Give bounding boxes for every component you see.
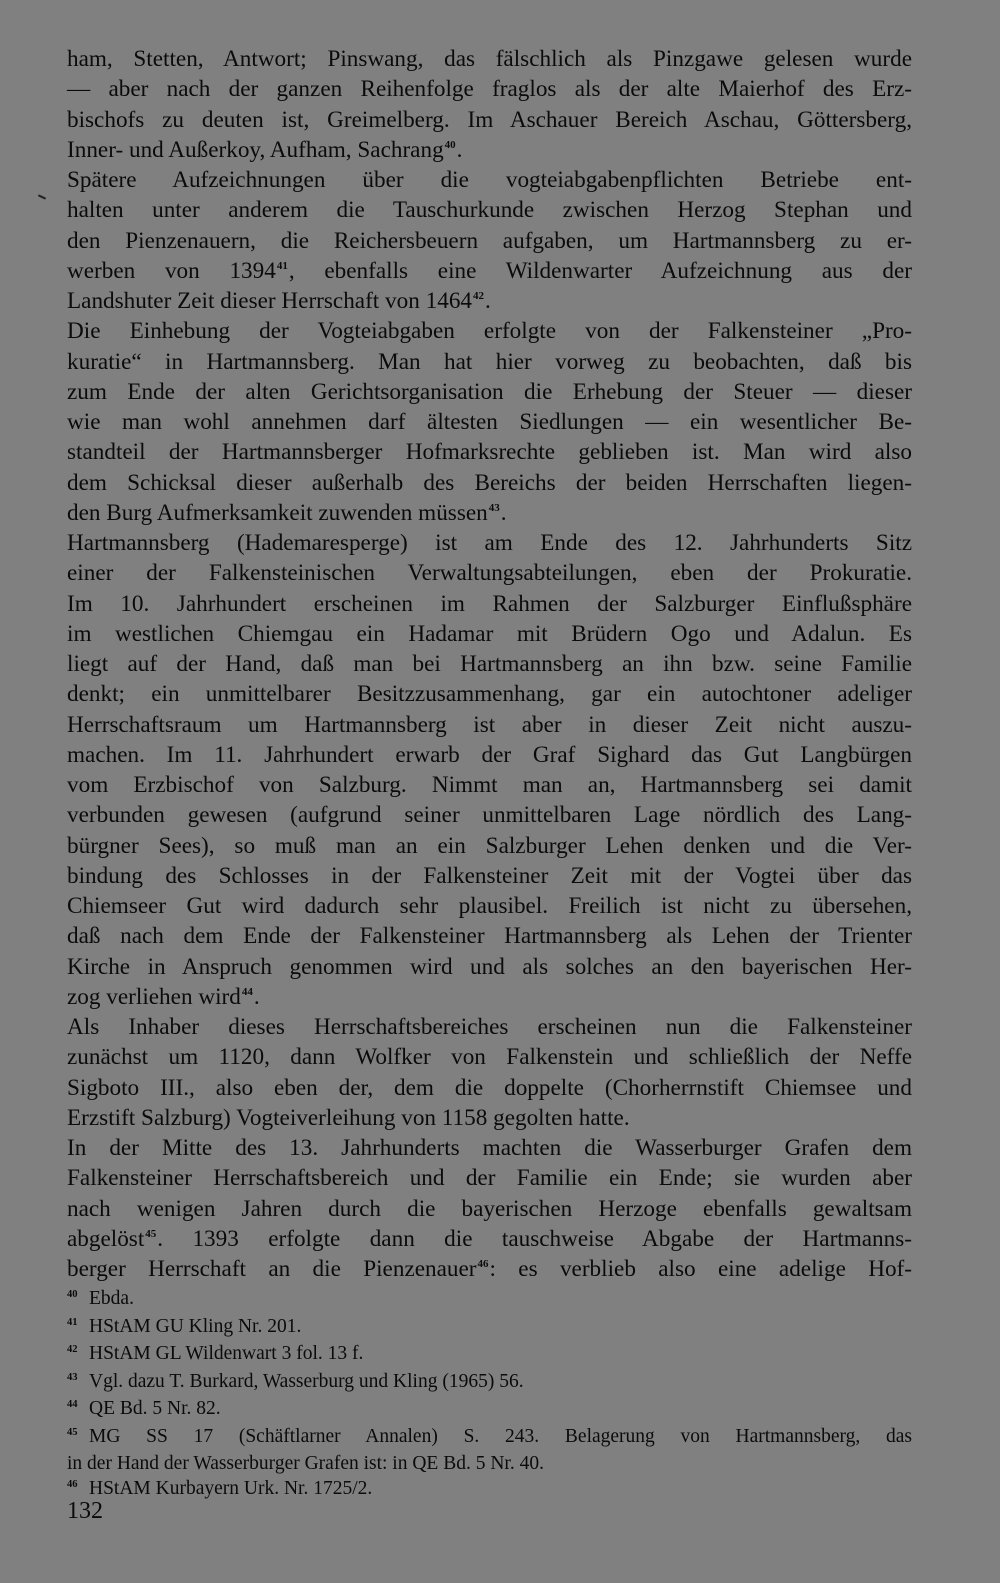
line-text: Chiemseer Gut wird dadurch sehr plausibel. Freilich ist nicht zu übersehen, [67, 893, 912, 919]
paragraph [67, 165, 912, 316]
text-line [67, 710, 912, 740]
footnote-reference[interactable]: 40 [444, 138, 456, 151]
text-line [67, 770, 912, 800]
footnote-text: HStAM GL Wildenwart 3 fol. 13 f. [89, 1343, 364, 1364]
footnote-line [67, 1425, 912, 1453]
line-text: — aber nach der ganzen Reihenfolge fraglos als der alte Maierhof des Erz- [67, 76, 912, 103]
footnote-line [67, 1397, 912, 1425]
line-text: Erzstift Salzburg) Vogteiverleihung von 1158 gegolten hatte. [67, 1104, 630, 1131]
text-line [67, 740, 912, 770]
line-text: Spätere Aufzeichnungen über die vogteiabgabenpflichten Betriebe ent- [67, 167, 912, 193]
line-text: abgelöst [67, 1225, 145, 1252]
footnote-number: 44 [67, 1399, 78, 1410]
footnote-number: 46 [67, 1478, 78, 1490]
footnote-line [67, 1342, 912, 1370]
line-text: Im 10. Jahrhundert erscheinen im Rahmen der Salzburger Einflußsphäre [67, 590, 912, 617]
text-line [67, 44, 912, 74]
text-line [67, 498, 912, 528]
text-line [67, 831, 912, 861]
text-line [67, 649, 912, 679]
line-text: zunächst um 1120, dann Wolfker von Falkenstein und schließlich der Neffe [67, 1044, 912, 1071]
footnote-text: HStAM Kurbayern Urk. Nr. 1725/2. [89, 1477, 373, 1499]
line-text: berger Herrschaft an die Pienzenauer [67, 1256, 477, 1282]
line-text: In der Mitte des 13. Jahrhunderts machten die Wasserburger Grafen dem [67, 1135, 912, 1161]
line-text: Hartmannsberg (Hademaresperge) ist am Ende des 12. Jahrhunderts Sitz [67, 530, 912, 556]
line-text: halten unter anderem die Tauschurkunde zwischen Herzog Stephan und [67, 197, 912, 224]
footnote-line [67, 1452, 912, 1477]
line-text: nach wenigen Jahren durch die bayerischen Herzoge ebenfalls gewaltsam [67, 1195, 912, 1222]
footnote-text: HStAM GU Kling Nr. 201. [89, 1315, 302, 1337]
text-line [67, 1012, 912, 1042]
footnote-reference[interactable]: 44 [241, 985, 253, 998]
text-line [67, 135, 912, 165]
footnote-number: 45 [67, 1426, 78, 1438]
text-line [67, 165, 912, 195]
text-line [67, 347, 912, 377]
line-text: liegt auf der Hand, daß man bei Hartmannsberg an ihn bzw. seine Familie [67, 651, 912, 677]
text-line [67, 528, 912, 558]
footnote-text: QE Bd. 5 Nr. 82. [89, 1398, 221, 1419]
line-text: machen. Im 11. Jahrhundert erwarb der Graf Sighard das Gut Langbürgen [67, 741, 912, 768]
line-text: Als Inhaber dieses Herrschaftsbereiches erscheinen nun die Falkensteiner [67, 1014, 912, 1040]
text-line [67, 1163, 912, 1193]
line-text: einer der Falkensteinischen Verwaltungsabteilungen, eben der Prokuratie. [67, 560, 912, 587]
line-text: Inner- und Außerkoy, Aufham, Sachrang [67, 136, 444, 163]
footnote-reference[interactable]: 43 [488, 501, 500, 514]
text-line [67, 679, 912, 709]
text-line [67, 468, 912, 498]
text-line [67, 982, 912, 1012]
text-line [67, 558, 912, 588]
text-line [67, 619, 912, 649]
text-line [67, 861, 912, 891]
line-text: denkt; ein unmittelbarer Besitzzusammenhang, gar ein autochtoner adeliger [67, 681, 912, 708]
text-line [67, 1133, 912, 1163]
footnote-text: in der Hand der Wasserburger Grafen ist: in QE Bd. 5 Nr. 40. [67, 1453, 544, 1474]
text-line [67, 316, 912, 346]
footnote-reference[interactable]: 41 [276, 259, 288, 272]
line-text-continued: . [253, 983, 260, 1010]
body-text [67, 44, 912, 1284]
line-text-continued: . [485, 288, 491, 314]
text-line [67, 74, 912, 104]
line-text: dem Schicksal dieser außerhalb des Bereichs der beiden Herrschaften liegen- [67, 469, 912, 496]
footnote-number: 41 [67, 1316, 78, 1328]
line-text: bindung des Schlosses in der Falkensteiner Zeit mit der Vogtei über das [67, 862, 912, 889]
line-text: im westlichen Chiemgau ein Hadamar mit Brüdern Ogo und Adalun. Es [67, 620, 912, 647]
line-text: bürgner Sees), so muß man an ein Salzburger Lehen denken und die Ver- [67, 832, 912, 859]
text-line [67, 800, 912, 830]
footnote-number: 43 [67, 1371, 78, 1383]
text-line [67, 1073, 912, 1103]
margin-mark [38, 194, 46, 199]
footnote-line [67, 1477, 912, 1505]
line-text: werben von 1394 [67, 257, 276, 284]
footnote-number: 42 [67, 1344, 78, 1355]
footnote-number: 40 [67, 1289, 78, 1300]
paragraph [67, 1012, 912, 1133]
text-line [67, 195, 912, 225]
footnote-line [67, 1315, 912, 1343]
line-text-continued: . [500, 499, 507, 526]
footnote-line [67, 1370, 912, 1398]
footnotes [67, 1287, 912, 1504]
line-text: Falkensteiner Herrschaftsbereich und der Familie ein Ende; sie wurden aber [67, 1165, 912, 1192]
line-text: Landshuter Zeit dieser Herrschaft von 1464 [67, 288, 473, 314]
paragraph [67, 528, 912, 1012]
paragraph [67, 1133, 912, 1284]
line-text: Herrschaftsraum um Hartmannsberg ist aber in dieser Zeit nicht auszu- [67, 711, 912, 738]
text-line [67, 952, 912, 982]
text-line [67, 407, 912, 437]
text-line [67, 891, 912, 921]
line-text: Die Einhebung der Vogteiabgaben erfolgte von der Falkensteiner „Pro- [67, 318, 912, 345]
footnote-reference[interactable]: 45 [145, 1227, 157, 1240]
line-text: daß nach dem Ende der Falkensteiner Hartmannsberg als Lehen der Trienter [67, 923, 912, 950]
line-text: den Pienzenauern, die Reichersbeuern aufgaben, um Hartmannsberg zu er- [67, 227, 912, 254]
line-text: zog verliehen wird [67, 983, 241, 1010]
line-text-continued: : es verblieb also eine adelige Hof- [489, 1256, 912, 1282]
text-line [67, 589, 912, 619]
text-line [67, 105, 912, 135]
line-text: bischofs zu deuten ist, Greimelberg. Im Aschauer Bereich Aschau, Göttersberg, [67, 106, 912, 133]
footnote-text: Ebda. [89, 1288, 134, 1309]
footnote-reference[interactable]: 42 [473, 290, 485, 302]
text-line [67, 921, 912, 951]
line-text-continued: . [456, 136, 463, 163]
page-number: 132 [67, 1498, 103, 1524]
line-text: zum Ende der alten Gerichtsorganisation die Erhebung der Steuer — dieser [67, 378, 912, 405]
text-line [67, 286, 912, 316]
footnote-text: MG SS 17 (Schäftlarner Annalen) S. 243. Belagerung von Hartmannsberg, das [89, 1425, 912, 1447]
line-text: den Burg Aufmerksamkeit zuwenden müssen [67, 499, 488, 526]
line-text-continued: , ebenfalls eine Wildenwarter Aufzeichnung aus der [288, 257, 912, 284]
line-text: kuratie“ in Hartmannsberg. Man hat hier vorweg zu beobachten, daß bis [67, 348, 912, 375]
line-text-continued: . 1393 erfolgte dann die tauschweise Abgabe der Hartmanns- [157, 1225, 912, 1252]
footnote-line [67, 1287, 912, 1315]
line-text: standteil der Hartmannsberger Hofmarksrechte geblieben ist. Man wird also [67, 439, 912, 466]
paragraph [67, 44, 912, 165]
line-text: wie man wohl annehmen darf ältesten Siedlungen — ein wesentlicher Be- [67, 409, 912, 435]
text-line [67, 437, 912, 467]
line-text: ham, Stetten, Antwort; Pinswang, das fälschlich als Pinzgawe gelesen wurde [67, 46, 912, 72]
text-line [67, 1103, 912, 1133]
text-line [67, 1224, 912, 1254]
text-line [67, 256, 912, 286]
text-line [67, 1254, 912, 1284]
footnote-text: Vgl. dazu T. Burkard, Wasserburg und Kling (1965) 56. [89, 1370, 524, 1392]
text-line [67, 226, 912, 256]
footnote-reference[interactable]: 46 [477, 1258, 489, 1270]
line-text: verbunden gewesen (aufgrund seiner unmittelbaren Lage nördlich des Lang- [67, 802, 912, 829]
text-line [67, 377, 912, 407]
line-text: vom Erzbischof von Salzburg. Nimmt man an, Hartmannsberg sei damit [67, 772, 912, 798]
text-line [67, 1042, 912, 1072]
line-text: Kirche in Anspruch genommen wird und als solches an den bayerischen Her- [67, 953, 912, 980]
line-text: Sigboto III., also eben der, dem die doppelte (Chorherrnstift Chiemsee und [67, 1074, 912, 1101]
paragraph [67, 316, 912, 528]
text-line [67, 1194, 912, 1224]
